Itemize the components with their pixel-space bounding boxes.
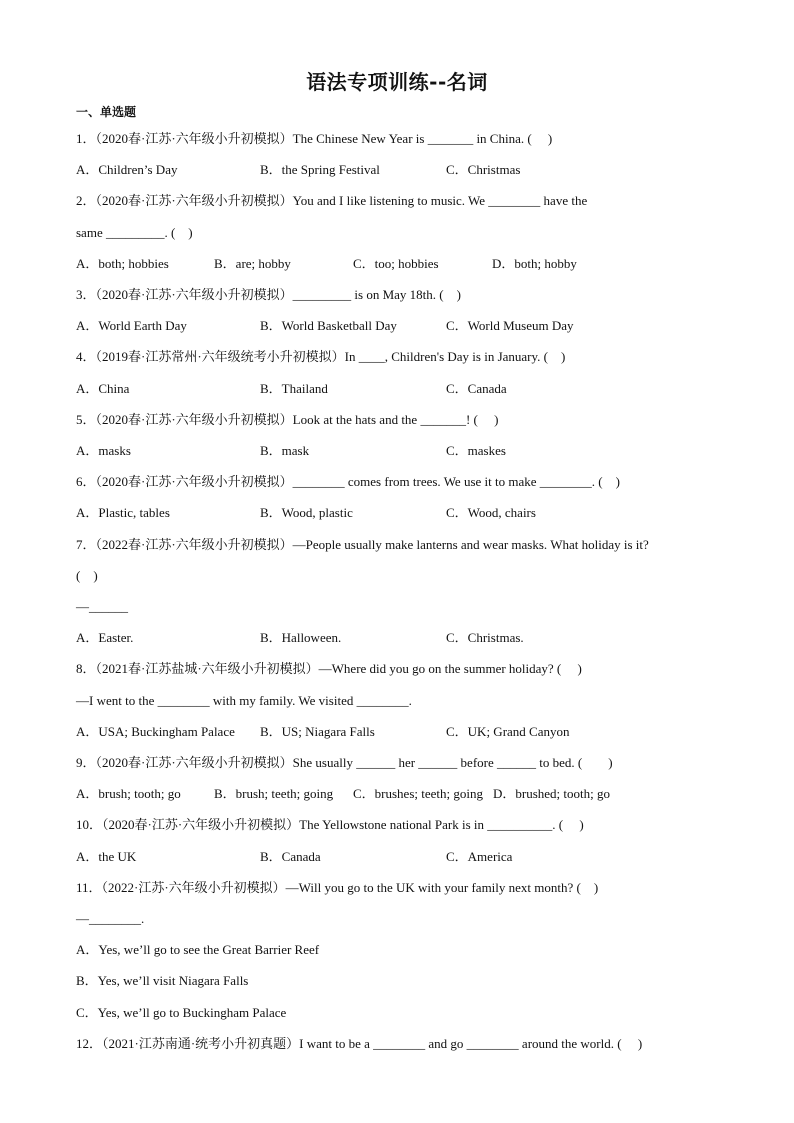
question-7-answer-blank: —______ [76,599,128,614]
question-1: 1．（2020春·江苏·六年级小升初模拟）The Chinese New Year is _______ in China. ( ) [76,131,553,146]
question-2: 2．（2020春·江苏·六年级小升初模拟）You and I like listening to music. We ________ have the [76,193,588,208]
q2-option-d[interactable]: D．both; hobby [492,256,577,271]
q9-option-a[interactable]: A．brush; tooth; go [76,786,181,801]
q7-option-c[interactable]: C．Christmas. [446,630,524,645]
question-8-cont: —I went to the ________ with my family. We visited ________. [76,693,412,708]
q4-option-b[interactable]: B．Thailand [260,381,328,396]
q3-option-b[interactable]: B．World Basketball Day [260,318,397,333]
page-title: 语法专项训练--名词 [306,70,488,94]
q3-option-c[interactable]: C．World Museum Day [446,318,574,333]
q8-option-b[interactable]: B．US; Niagara Falls [260,724,375,739]
q10-option-a[interactable]: A．the UK [76,849,137,864]
q5-option-b[interactable]: B．mask [260,443,310,458]
q6-option-c[interactable]: C．Wood, chairs [446,505,536,520]
q9-option-c[interactable]: C．brushes; teeth; going [353,786,483,801]
q8-option-a[interactable]: A．USA; Buckingham Palace [76,724,235,739]
q5-option-a[interactable]: A．masks [76,443,131,458]
q11-option-a[interactable]: A．Yes, we’ll go to see the Great Barrier Reef [76,942,320,957]
q8-option-c[interactable]: C．UK; Grand Canyon [446,724,570,739]
question-2-cont: same _________. ( ) [76,225,193,240]
question-8: 8．（2021春·江苏盐城·六年级小升初模拟）—Where did you go on the summer holiday? ( ) [76,661,582,676]
question-9: 9．（2020春·江苏·六年级小升初模拟）She usually ______ her ______ before ______ to bed. ( ) [76,755,613,770]
q6-option-b[interactable]: B．Wood, plastic [260,505,353,520]
q4-option-c[interactable]: C．Canada [446,381,507,396]
section-heading: 一、单选题 [76,105,137,119]
q6-option-a[interactable]: A．Plastic, tables [76,505,170,520]
question-4: 4．（2019春·江苏常州·六年级统考小升初模拟）In ____, Children's Day is in January. ( ) [76,349,566,364]
q9-option-b[interactable]: B．brush; teeth; going [214,786,334,801]
question-5: 5．（2020春·江苏·六年级小升初模拟）Look at the hats and the _______! ( ) [76,412,499,427]
q1-option-a[interactable]: A．Children’s Day [76,162,178,177]
q10-option-b[interactable]: B．Canada [260,849,321,864]
question-3: 3．（2020春·江苏·六年级小升初模拟）_________ is on May 18th. ( ) [76,287,461,302]
q5-option-c[interactable]: C．maskes [446,443,506,458]
q2-option-c[interactable]: C．too; hobbies [353,256,439,271]
question-6: 6．（2020春·江苏·六年级小升初模拟）________ comes from trees. We use it to make ________. ( ) [76,474,620,489]
q1-option-b[interactable]: B．the Spring Festival [260,162,380,177]
q2-option-a[interactable]: A．both; hobbies [76,256,169,271]
q7-option-b[interactable]: B．Halloween. [260,630,342,645]
question-11: 11．（2022·江苏·六年级小升初模拟）—Will you go to the UK with your family next month? ( ) [76,880,599,895]
q7-option-a[interactable]: A．Easter. [76,630,134,645]
q1-option-c[interactable]: C．Christmas [446,162,521,177]
q10-option-c[interactable]: C．America [446,849,513,864]
q2-option-b[interactable]: B．are; hobby [214,256,291,271]
q9-option-d[interactable]: D．brushed; tooth; go [493,786,610,801]
question-11-answer-blank: —________. [76,911,145,926]
q3-option-a[interactable]: A．World Earth Day [76,318,187,333]
question-10: 10．（2020春·江苏·六年级小升初模拟）The Yellowstone national Park is in __________. ( ) [76,817,584,832]
q4-option-a[interactable]: A．China [76,381,130,396]
question-12: 12．（2021·江苏南通·统考小升初真题）I want to be a ________ and go ________ around the world. ( ) [76,1036,643,1051]
question-7: 7．（2022春·江苏·六年级小升初模拟）—People usually make lanterns and wear masks. What holiday is it? [76,537,649,552]
question-7-paren: ( ) [76,568,98,583]
q11-option-c[interactable]: C．Yes, we’ll go to Buckingham Palace [76,1005,287,1020]
q11-option-b[interactable]: B．Yes, we’ll visit Niagara Falls [76,973,249,988]
